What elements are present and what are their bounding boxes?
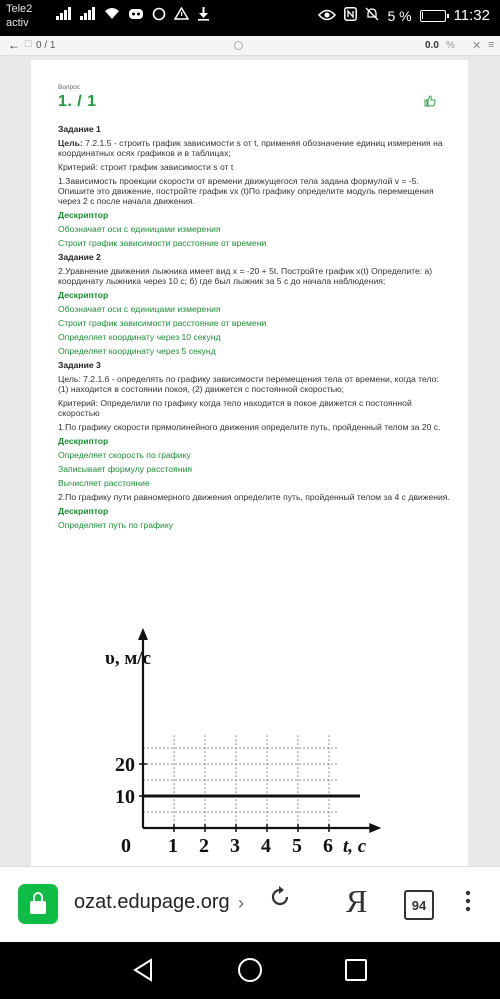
task3-descriptor2-title: Дескриптор — [58, 506, 109, 516]
x-tick-label: 3 — [230, 835, 240, 857]
task1-criterion: Критерий: строит график зависимости s от t — [58, 162, 234, 172]
task1-goal: Цель: 7.2.1.5 - строить график зависимости s от t, применяя обозначение единиц измерения на координатных осях графиков и в таблицах; — [58, 138, 443, 158]
velocity-graph — [93, 628, 419, 860]
close-icon[interactable]: ✕ — [472, 40, 482, 52]
y-tick-label: 10 — [115, 786, 135, 808]
task1-descriptor-title: Дескриптор — [58, 210, 109, 220]
browser-bottom-bar — [0, 866, 500, 942]
clock: 11:32 — [453, 7, 490, 24]
nfc-icon — [344, 7, 357, 24]
lock-button[interactable] — [18, 884, 58, 924]
task3-problem-2: 2.По графику пути равномерного движения определите путь, пройденный телом за 4 с движения. — [58, 492, 450, 502]
system-navbar — [0, 942, 500, 999]
task2-descriptor-3: Определяет координату через 10 секунд — [58, 332, 221, 342]
task1-problem: 1.Зависимость проекции скорости от времени движущегося тела задана формулой v = -5. Опишите это движение, постройте график vx (t)По графику определите модуль перемещения через 2 с после начала движения. — [58, 176, 434, 206]
status-icons-left — [56, 7, 210, 24]
url-text[interactable]: ozat.edupage.org — [74, 891, 230, 913]
status-icons-right — [318, 7, 490, 24]
x-tick-label: 2 — [199, 835, 209, 857]
x-axis-arrow — [369, 823, 381, 833]
lock-icon — [30, 901, 46, 914]
task3-problem-1: 1.По графику скорости прямолинейного движения определите путь, пройденный телом за 20 с. — [58, 422, 441, 432]
task2-problem: 2.Уравнение движения лыжника имеет вид x = -20 + 5t. Постройте график x(t) Определите: а) координату лыжника через 10 с; б) где был лыжник за 5 с до начала наблюдения; — [58, 266, 433, 286]
mute-icon — [365, 7, 379, 24]
battery-level — [422, 12, 423, 19]
question-score: 1. / 1 — [58, 93, 97, 110]
task1-descriptor-2: Строит график зависимости расстояние от времени — [58, 238, 267, 248]
discord-icon — [128, 7, 144, 24]
status-circle-icon — [234, 41, 243, 50]
score-unit: % — [446, 40, 455, 51]
task2-title: Задание 2 — [58, 252, 101, 262]
circle-icon — [152, 7, 166, 24]
checkbox-icon[interactable]: ☐ — [24, 39, 33, 49]
system-home-icon[interactable] — [238, 958, 262, 982]
more-menu-icon[interactable] — [465, 889, 471, 913]
url-chevron-icon[interactable]: › — [238, 893, 244, 913]
x-tick-label: 4 — [261, 835, 271, 857]
tabs-count-button[interactable]: 94 — [404, 890, 434, 920]
task2-descriptor-1: Обозначает оси с единицами измерения — [58, 304, 221, 314]
signal-icon — [56, 7, 72, 24]
x-tick-label: 6 — [323, 835, 333, 857]
x-tick-label: 1 — [168, 835, 178, 857]
test-navbar — [0, 36, 500, 56]
question-progress: 0 / 1 — [36, 40, 56, 51]
back-arrow-icon[interactable]: ← — [8, 38, 20, 52]
y-tick-label: 20 — [115, 754, 135, 776]
origin-label: 0 — [121, 835, 131, 857]
task3-title: Задание 3 — [58, 360, 101, 370]
question-content — [58, 124, 450, 534]
x-tick-label: 5 — [292, 835, 302, 857]
task3-descriptor1-2: Записывает формулу расстояния — [58, 464, 193, 474]
task3-descriptor1-1: Определяет скорость по графику — [58, 450, 191, 460]
system-recents-icon[interactable] — [345, 959, 367, 981]
task2-descriptor-4: Определяет координату через 5 секунд — [58, 346, 216, 356]
reload-icon[interactable] — [268, 885, 292, 916]
warning-icon — [174, 7, 189, 24]
status-bar — [0, 0, 500, 36]
yandex-button[interactable]: Я — [346, 883, 368, 919]
task1-title: Задание 1 — [58, 124, 101, 134]
task3-goal: Цель: 7.2.1.6 - определять по графику зависимости перемещения тела от времени, когда тело: (1) находится в состоянии покоя, (2) движется с постоянной скоростью; — [58, 374, 439, 394]
task2-descriptor-2: Строит график зависимости расстояние от времени — [58, 318, 267, 328]
task3-descriptor1-3: Вычисляет расстояние — [58, 478, 150, 488]
score-value: 0.0 — [425, 40, 439, 51]
battery-icon — [420, 10, 446, 22]
question-label: Вопрос — [58, 84, 80, 91]
system-back-icon[interactable] — [132, 958, 154, 987]
wifi-icon — [104, 7, 120, 24]
task3-descriptor2-1: Определяет путь по графику — [58, 520, 173, 530]
x-axis-label: t, с — [342, 836, 367, 857]
carrier-label: Tele2 activ — [6, 3, 33, 29]
task3-descriptor1-title: Дескриптор — [58, 436, 109, 446]
task2-descriptor-title: Дескриптор — [58, 290, 109, 300]
task3-criterion: Критерий: Определили по графику когда тело находится в покое движется с постоянной скоростью — [58, 398, 412, 418]
y-axis-label: υ, м/с — [105, 648, 152, 669]
velocity-graph-svg — [93, 628, 419, 860]
thumbs-up-icon[interactable] — [424, 95, 436, 107]
menu-icon[interactable]: ≡ — [488, 39, 495, 51]
task1-descriptor-1: Обозначает оси с единицами измерения — [58, 224, 221, 234]
eye-icon — [318, 8, 336, 24]
download-icon — [197, 7, 210, 24]
battery-percent: 5 % — [387, 7, 412, 24]
signal-2-icon — [80, 7, 96, 24]
y-axis-arrow — [138, 628, 148, 640]
